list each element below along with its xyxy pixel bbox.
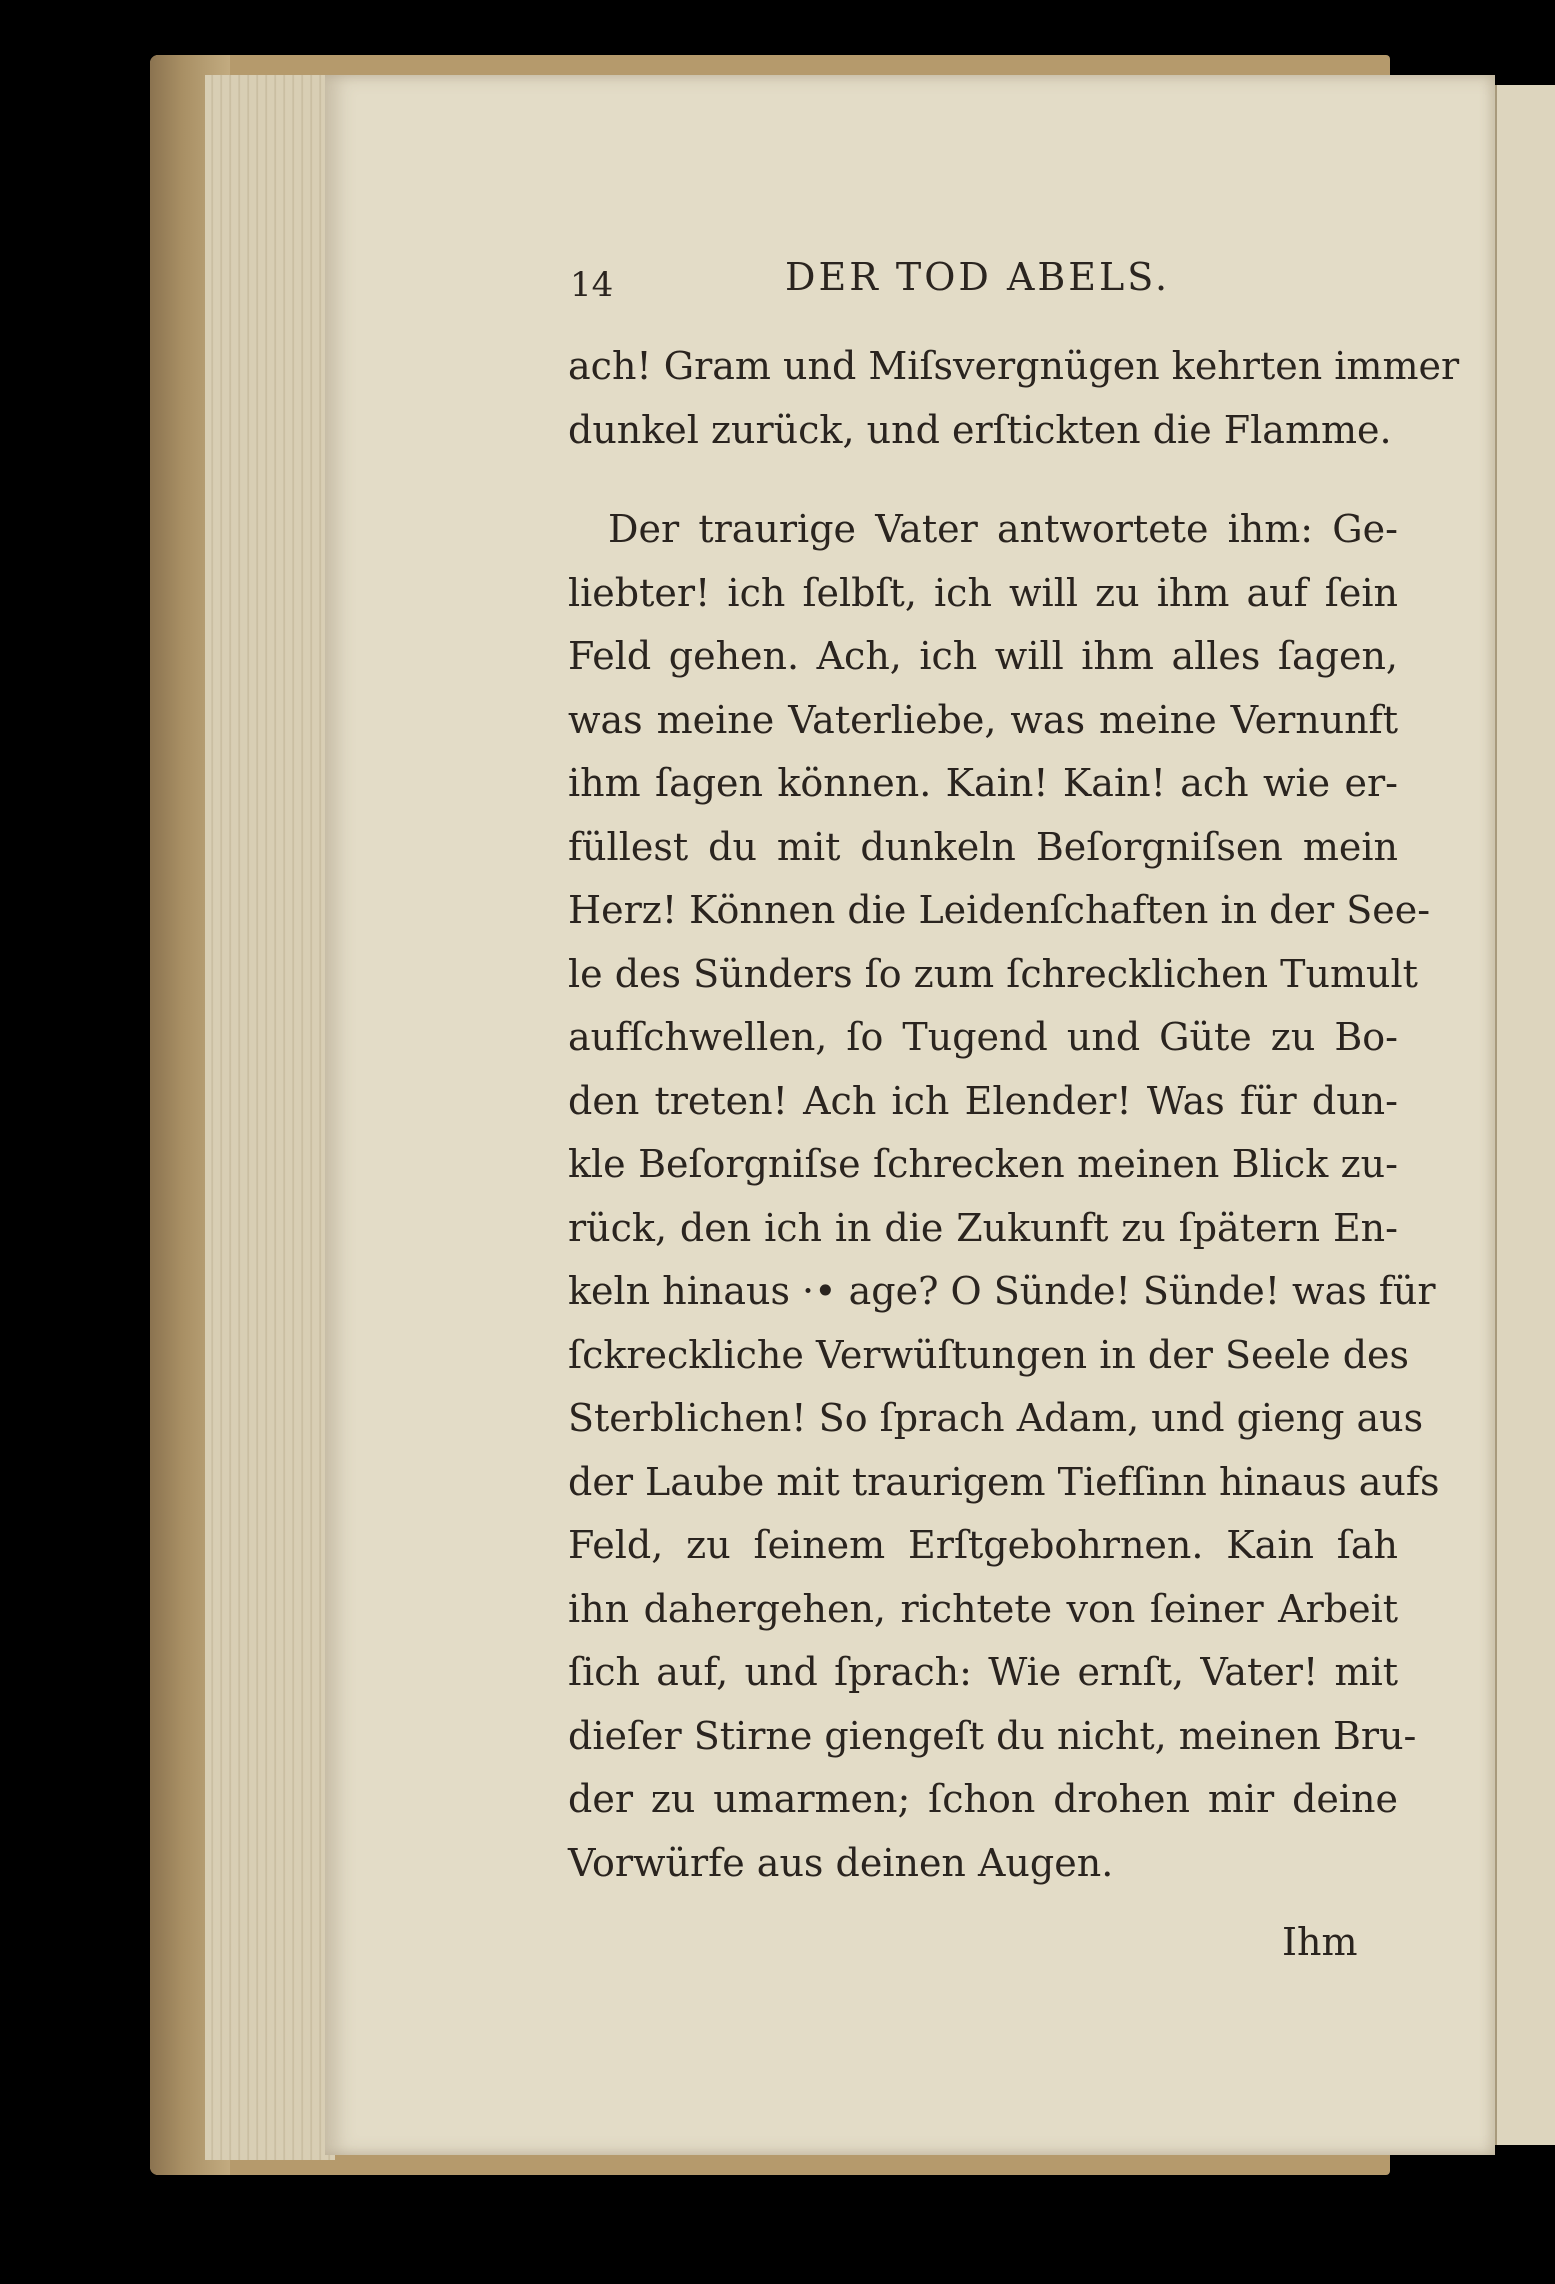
text-line: der Laube mit traurigem Tiefſinn hinaus aufs — [568, 1459, 1440, 1504]
text-line: dieſer Stirne giengeſt du nicht, meinen Bru- — [568, 1713, 1417, 1758]
text-line: aufſchwellen, ſo Tugend und Güte zu Bo- — [568, 1015, 1398, 1059]
text-line: keln hinaus ·• age? O Sünde! Sünde! was für — [568, 1269, 1436, 1313]
facing-page-edge — [1495, 85, 1555, 2145]
text-line: den treten! Ach ich Elender! Was für dun- — [568, 1078, 1398, 1123]
text-line: ihm ſagen können. Kain! Kain! ach wie er- — [568, 761, 1398, 805]
catchword: Ihm — [1282, 1920, 1358, 1964]
page-number: 14 — [570, 265, 614, 305]
text-line: ſich auf, und ſprach: Wie ernſt, Vater! mit — [568, 1650, 1398, 1694]
text-line: kle Beſorgniſse ſchrecken meinen Blick zu- — [568, 1142, 1398, 1186]
text-line: füllest du mit dunkeln Beſorgniſsen mein — [568, 824, 1398, 869]
text-line: Feld gehen. Ach, ich will ihm alles ſagen, — [568, 634, 1398, 678]
text-line: le des Sünders ſo zum ſchrecklichen Tumult — [568, 951, 1418, 996]
text-line: ihn dahergehen, richtete von ſeiner Arbeit — [568, 1586, 1398, 1631]
text-line: Vorwürfe aus deinen Augen. — [568, 1840, 1114, 1885]
text-line: rück, den ich in die Zukunft zu ſpätern En- — [568, 1205, 1398, 1250]
text-line: was meine Vaterliebe, was meine Vernunft — [568, 697, 1398, 742]
text-line: der zu umarmen; ſchon drohen mir deine — [568, 1777, 1398, 1821]
text-line: Sterblichen! So ſprach Adam, und gieng aus — [568, 1396, 1424, 1440]
text-line: ſckreckliche Verwüſtungen in der Seele des — [568, 1332, 1410, 1377]
page-stack — [205, 75, 335, 2160]
text-line: Herz! Können die Leidenſchaften in der See- — [568, 888, 1431, 932]
text-line: liebter! ich ſelbſt, ich will zu ihm auf ſein — [568, 570, 1398, 615]
text-line: ach! Gram und Miſsvergnügen kehrten immer — [568, 344, 1460, 388]
running-title: DER TOD ABELS. — [785, 255, 1171, 299]
text-line: Feld, zu ſeinem Erſtgebohrnen. Kain ſah — [568, 1523, 1398, 1567]
page-text — [568, 335, 1460, 1895]
text-line: dunkel zurück, und erſtickten die Flamme. — [568, 407, 1392, 452]
text-line: Der traurige Vater antwortete ihm: Ge- — [608, 507, 1398, 551]
